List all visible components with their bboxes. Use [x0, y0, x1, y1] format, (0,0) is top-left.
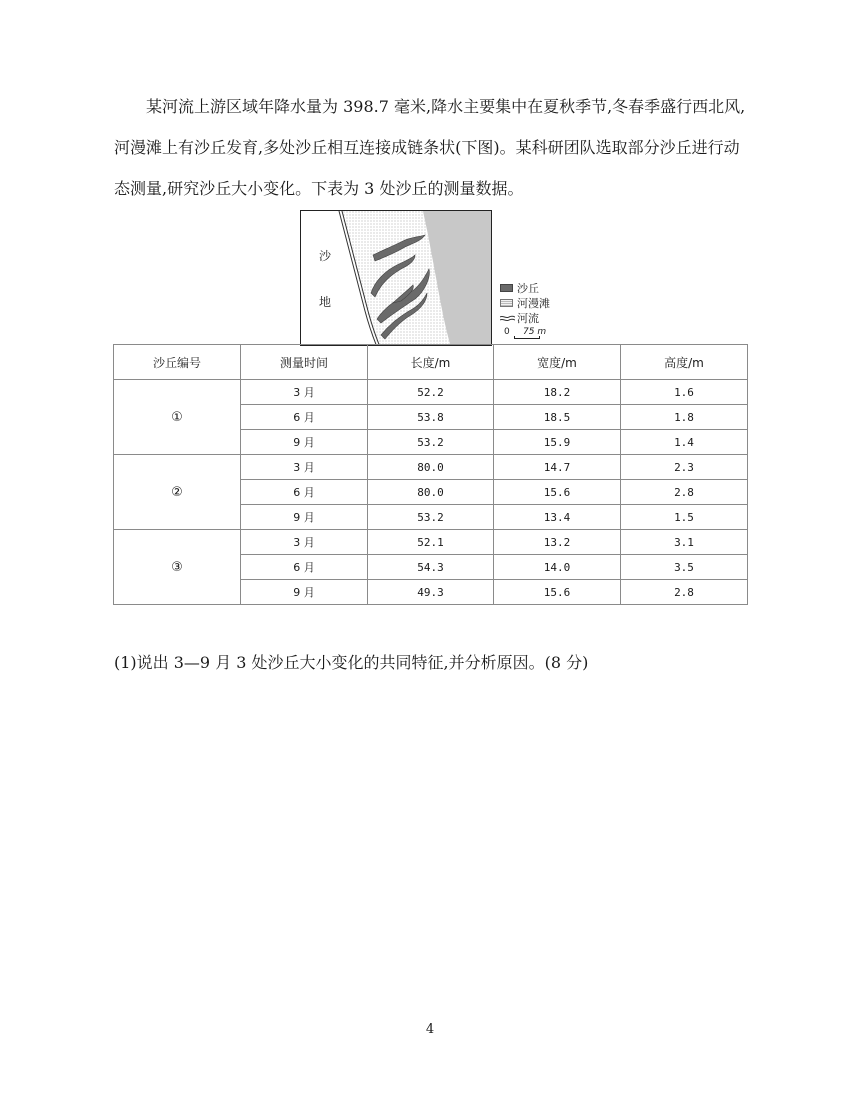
time-cell: 6 月 [241, 480, 368, 505]
length-cell: 53.2 [368, 430, 494, 455]
length-cell: 52.2 [368, 380, 494, 405]
height-cell: 1.4 [621, 430, 748, 455]
width-cell: 15.6 [494, 480, 621, 505]
table-row [114, 530, 748, 555]
legend-item-river [500, 310, 600, 325]
length-cell: 80.0 [368, 480, 494, 505]
river-symbol-icon [500, 314, 515, 322]
time-cell: 3 月 [241, 455, 368, 480]
floodplain-swatch [500, 299, 513, 307]
width-cell: 13.2 [494, 530, 621, 555]
time-cell: 6 月 [241, 555, 368, 580]
table-row [114, 455, 748, 480]
height-cell: 3.1 [621, 530, 748, 555]
width-cell: 15.9 [494, 430, 621, 455]
legend-item-dune [500, 280, 600, 295]
height-cell: 2.8 [621, 480, 748, 505]
length-cell: 52.1 [368, 530, 494, 555]
width-cell: 13.4 [494, 505, 621, 530]
height-cell: 2.3 [621, 455, 748, 480]
dune-id-cell: ③ [114, 530, 241, 605]
header-length: 长度/m [368, 345, 494, 380]
legend-item-floodplain [500, 295, 600, 310]
map-label-di: 地 [319, 295, 332, 309]
time-cell: 9 月 [241, 505, 368, 530]
height-cell: 1.6 [621, 380, 748, 405]
width-cell: 15.6 [494, 580, 621, 605]
scale-bar [500, 326, 560, 340]
table-row [114, 380, 748, 405]
passage-text: 某河流上游区域年降水量为 398.7 毫米,降水主要集中在夏秋季节,冬春季盛行西北风,河漫滩上有沙丘发育,多处沙丘相互连接成链条状(下图)。某科研团队选取部分沙丘进行动态测量,研究沙丘大小变化。下表为 3 处沙丘的测量数据。 [114, 97, 746, 198]
time-cell: 9 月 [241, 430, 368, 455]
width-cell: 18.5 [494, 405, 621, 430]
width-cell: 14.7 [494, 455, 621, 480]
table-header-row [114, 345, 748, 380]
length-cell: 80.0 [368, 455, 494, 480]
legend-label-floodplain: 河漫滩 [517, 296, 550, 310]
dune-id-cell: ① [114, 380, 241, 455]
length-cell: 53.8 [368, 405, 494, 430]
header-width: 宽度/m [494, 345, 621, 380]
length-cell: 53.2 [368, 505, 494, 530]
header-time: 测量时间 [241, 345, 368, 380]
width-cell: 14.0 [494, 555, 621, 580]
time-cell: 6 月 [241, 405, 368, 430]
length-cell: 54.3 [368, 555, 494, 580]
header-height: 高度/m [621, 345, 748, 380]
map-drawing [301, 211, 492, 346]
dune-measurement-table [113, 344, 748, 605]
time-cell: 3 月 [241, 380, 368, 405]
height-cell: 2.8 [621, 580, 748, 605]
time-cell: 3 月 [241, 530, 368, 555]
scale-value: 75 m [523, 327, 547, 337]
map-legend [500, 280, 600, 325]
width-cell: 18.2 [494, 380, 621, 405]
time-cell: 9 月 [241, 580, 368, 605]
height-cell: 3.5 [621, 555, 748, 580]
height-cell: 1.8 [621, 405, 748, 430]
map-label-sha: 沙 [319, 249, 332, 263]
header-dune-id: 沙丘编号 [114, 345, 241, 380]
dune-map [300, 210, 492, 346]
dune-id-cell: ② [114, 455, 241, 530]
legend-label-river: 河流 [517, 311, 539, 325]
height-cell: 1.5 [621, 505, 748, 530]
length-cell: 49.3 [368, 580, 494, 605]
dune-swatch [500, 284, 513, 292]
scale-bar-line [514, 336, 540, 339]
question-1: (1)说出 3—9 月 3 处沙丘大小变化的共同特征,并分析原因。(8 分) [114, 653, 589, 672]
page-number: 4 [425, 1022, 435, 1037]
scale-zero: 0 [504, 327, 510, 337]
legend-label-dune: 沙丘 [517, 281, 539, 295]
